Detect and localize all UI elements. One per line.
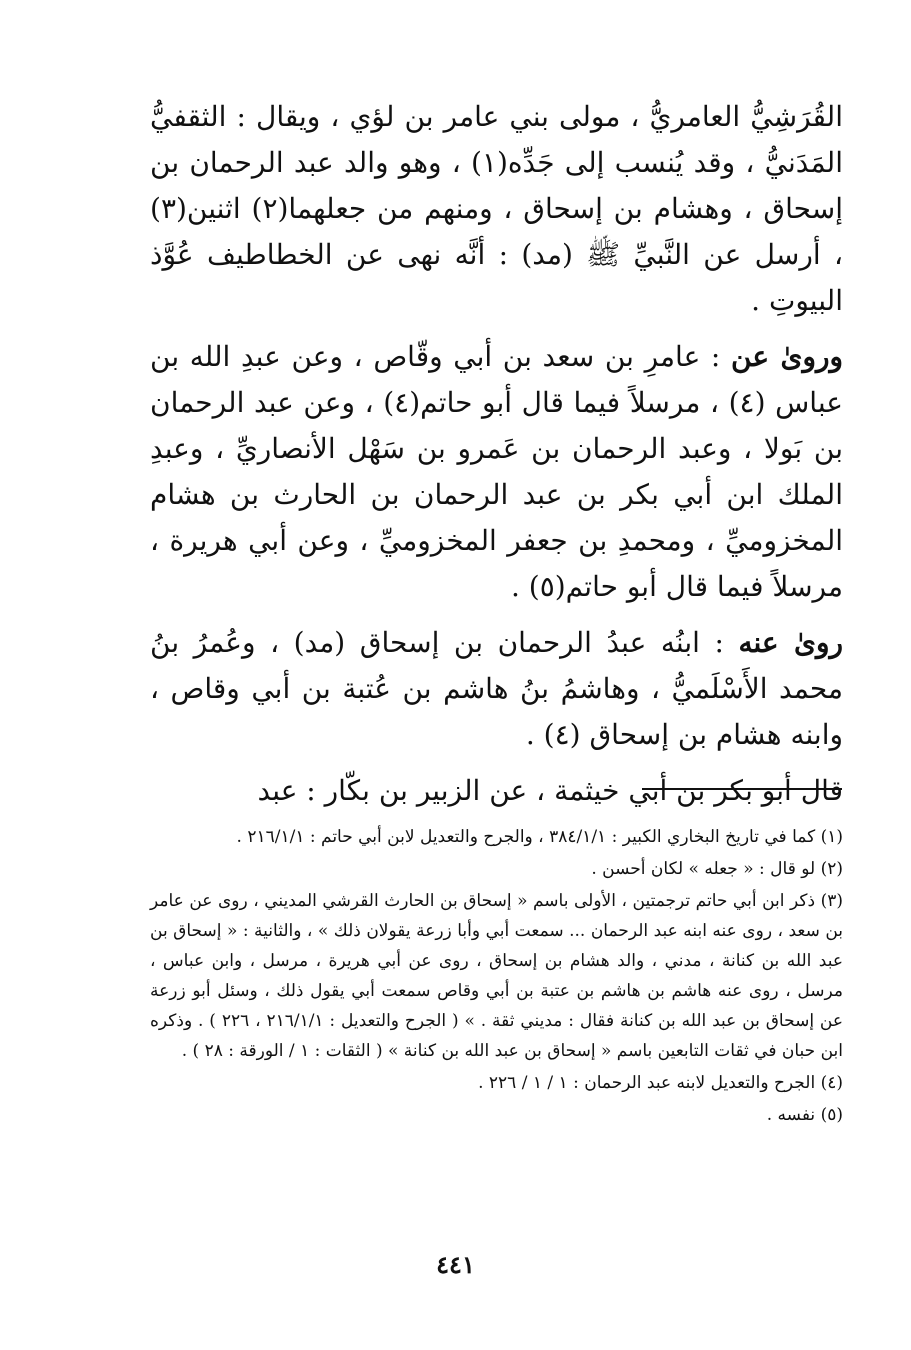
paragraph-3: [150, 620, 843, 758]
paragraph-2: [150, 334, 843, 610]
paragraph-2-heading: وروىٰ عن: [731, 340, 844, 373]
footnote-3: (٣) ذكر ابن أبي حاتم ترجمتين ، الأولى باسم « إسحاق بن الحارث القرشي المديني ، روى عن عامر بن سعد ، روى عنه ابنه عبد الرحمان ... سمعت أبي وأبا زرعة يقولان ذلك » ، والثانية : « إسحاق بن عبد الله بن كنانة ، مدني ، والد هشام بن إسحاق ، روى عن أبي هريرة ، مرسل ، وابن عباس ، مرسل ، روى عنه هاشم بن هاشم بن عتبة بن أبي وقاص سمعت أبي يقول ذلك ، وسئل أبو زرعة عن إسحاق بن عبد الله بن كنانة فقال : مديني ثقة . » ( الجرح والتعديل : ٢١٦/١/١ ، ٢٢٦ ) . وذكره ابن حبان في ثقات التابعين باسم « إسحاق بن عبد الله بن كنانة » ( الثقات : ١ / الورقة : ٢٨ ) .: [150, 891, 843, 1061]
footnote-1: (١) كما في تاريخ البخاري الكبير : ٣٨٤/١/١ ، والجرح والتعديل لابن أبي حاتم : ٢١٦/١/١ .: [236, 827, 843, 847]
footnote-2: (٢) لو قال : « جعله » لكان أحسن .: [591, 859, 843, 879]
footnotes: [150, 822, 843, 1132]
paragraph-2-body: : عامرِ بن سعد بن أبي وقّاص ، وعن عبدِ الله بن عباس (٤) ، مرسلاً فيما قال أبو حاتم(٤) ، وعن عبد الرحمان بن بَولا ، وعبد الرحمان بن عَمرو بن سَهْل الأنصاريِّ ، وعبدِ الملك ابن أبي بكر بن عبد الرحمان بن الحارث بن هشام المخزوميِّ ، ومحمدِ بن جعفر المخزوميِّ ، وعن أبي هريرة ، مرسلاً فيما قال أبو حاتم(٥) .: [150, 340, 843, 603]
paragraph-3-body: : ابنُه عبدُ الرحمان بن إسحاق (مد) ، وعُمرُ بنُ محمد الأَسْلَميُّ ، وهاشمُ بنُ هاشم بن عُتبة بن أبي وقاص ، وابنه هشام بن إسحاق (٤) .: [150, 626, 843, 751]
footnote-4: (٤) الجرح والتعديل لابنه عبد الرحمان : ١ / ١ / ٢٢٦ .: [478, 1073, 843, 1093]
paragraph-1: القُرَشِيُّ العامريُّ ، مولى بني عامر بن لؤي ، ويقال : الثقفيُّ المَدَنيُّ ، وقد يُنسب إلى جَدِّه(١) ، وهو والد عبد الرحمان بن إسحاق ، وهشام بن إسحاق ، ومنهم من جعلهما(٢) اثنين(٣) ، أرسل عن النَّبيِّ ﷺ (مد) : أنَّه نهى عن الخطاطيف عُوَّذ البيوتِ .: [150, 100, 843, 317]
page-number: ٤٤١: [436, 1250, 475, 1279]
paragraph-4: قال أبو بكر بن أبي خيثمة ، عن الزبير بن بكّار : عبد: [257, 774, 843, 807]
footnote-5: (٥) نفسه .: [766, 1105, 843, 1125]
footnote-divider: [642, 788, 842, 790]
main-text: [150, 94, 843, 824]
paragraph-3-heading: روىٰ عنه: [738, 626, 843, 659]
